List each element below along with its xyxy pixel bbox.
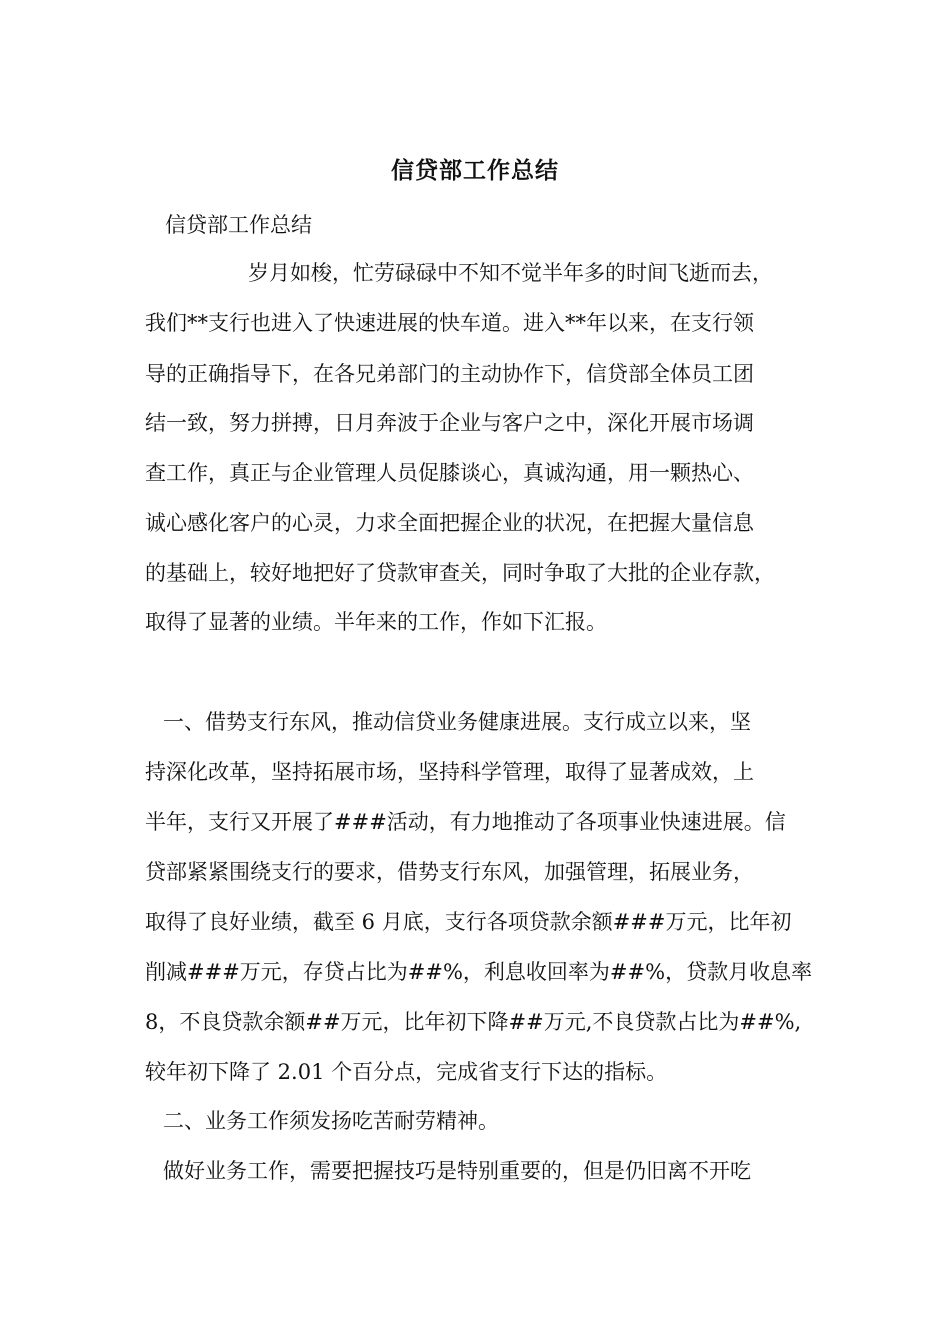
paragraph-line: 查工作，真正与企业管理人员促膝谈心，真诚沟通，用一颗热心、 xyxy=(145,461,754,485)
paragraph-line: 岁月如梭，忙劳碌碌中不知不觉半年多的时间飞逝而去， xyxy=(248,261,773,285)
paragraph-line: 取得了显著的业绩。半年来的工作，作如下汇报。 xyxy=(145,610,607,634)
paragraph-line: 诚心感化客户的心灵，力求全面把握企业的状况，在把握大量信息 xyxy=(145,511,754,535)
paragraph-line: 削减###万元，存贷占比为##%，利息收回率为##%，贷款月收息率 xyxy=(145,960,813,984)
document-title: 信贷部工作总结 xyxy=(391,157,559,184)
paragraph-line: 我们**支行也进入了快速进展的快车道。进入**年以来，在支行领 xyxy=(145,311,754,335)
paragraph-line: 半年，支行又开展了###活动，有力地推动了各项事业快速进展。信 xyxy=(145,810,786,834)
section-line: 一、借势支行东风，推动信贷业务健康进展。支行成立以来，坚 xyxy=(163,710,751,734)
paragraph-line: 8，不良贷款余额##万元，比年初下降##万元,不良贷款占比为##%, xyxy=(145,1010,802,1034)
paragraph-line: 取得了良好业绩，截至 6 月底，支行各项贷款余额###万元，比年初 xyxy=(145,910,792,934)
paragraph-line: 持深化改革，坚持拓展市场，坚持科学管理，取得了显著成效，上 xyxy=(145,760,754,784)
paragraph-line: 较年初下降了 2.01 个百分点，完成省支行下达的指标。 xyxy=(145,1060,668,1084)
paragraph-line: 的基础上，较好地把好了贷款审查关，同时争取了大批的企业存款， xyxy=(145,561,775,585)
paragraph-line: 做好业务工作，需要把握技巧是特别重要的，但是仍旧离不开吃 xyxy=(163,1159,751,1183)
section-line: 二、业务工作须发扬吃苦耐劳精神。 xyxy=(163,1109,499,1133)
paragraph-line: 导的正确指导下，在各兄弟部门的主动协作下，信贷部全体员工团 xyxy=(145,362,754,386)
paragraph-line: 结一致，努力拼搏，日月奔波于企业与客户之中，深化开展市场调 xyxy=(145,411,754,435)
paragraph-line: 贷部紧紧围绕支行的要求，借势支行东风，加强管理，拓展业务， xyxy=(145,860,754,884)
subtitle-line: 信贷部工作总结 xyxy=(165,213,312,237)
